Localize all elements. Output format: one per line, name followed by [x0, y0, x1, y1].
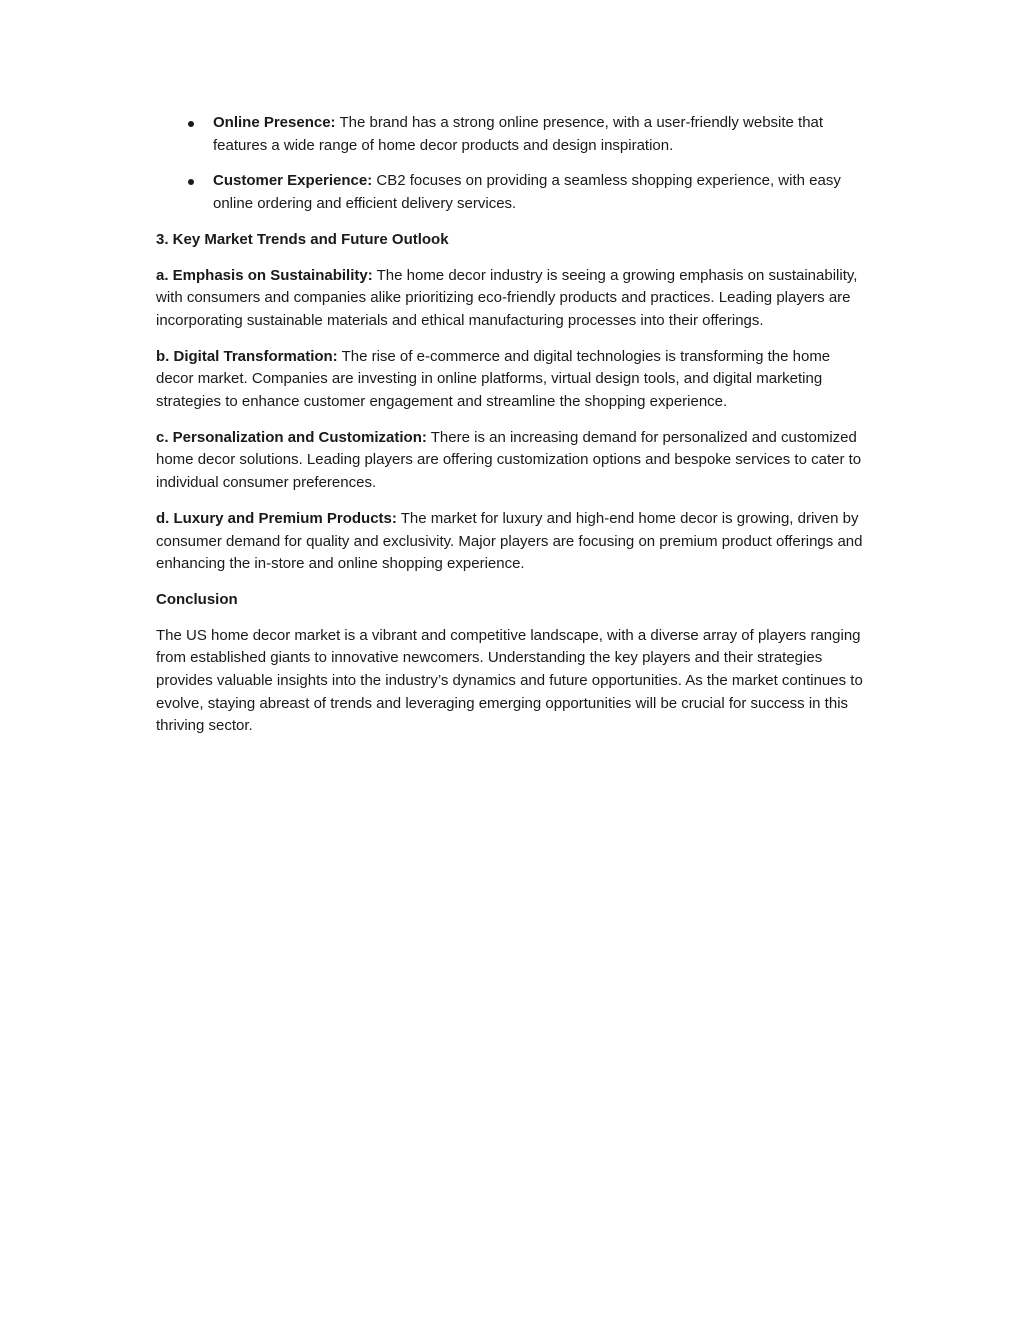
- bullet-text: CB2 focuses on providing a seamless shopping experience, with easy online ordering and efficient delivery services.: [213, 172, 841, 213]
- paragraph-label: c. Personalization and Customization:: [156, 428, 427, 446]
- bullet-customer-experience: [156, 170, 868, 215]
- bullet-text: The brand has a strong online presence, with a user-friendly website that features a wide range of home decor products and design inspiration.: [213, 114, 824, 154]
- bullet-label: Online Presence:: [213, 114, 336, 131]
- bullet-dot-icon: [188, 121, 194, 127]
- paragraph-personalization: [156, 427, 868, 495]
- paragraph-luxury: [156, 508, 868, 576]
- paragraph-text: The market for luxury and high-end home decor is growing, driven by consumer demand for quality and exclusivity. Major players are focusing on premium product offerings and enhancing the in-store and online shopping experience.: [156, 509, 863, 573]
- bullet-list: [156, 112, 868, 216]
- paragraph-label: a. Emphasis on Sustainability:: [156, 266, 373, 284]
- bullet-dot-icon: [188, 179, 194, 185]
- paragraph-sustainability: [156, 265, 868, 333]
- paragraph-text: The rise of e-commerce and digital technologies is transforming the home decor market. Companies are investing in online platforms, virtual design tools, and digital marketing strategies to enhance customer engagement and streamline the shopping experience.: [156, 347, 831, 411]
- paragraph-text: The home decor industry is seeing a growing emphasis on sustainability, with consumers and companies alike prioritizing eco-friendly products and practices. Leading players are incorporating sustainable materials and ethical manufacturing processes into their offerings.: [156, 266, 858, 329]
- paragraph-label: b. Digital Transformation:: [156, 347, 338, 365]
- paragraph-label: d. Luxury and Premium Products:: [156, 509, 397, 527]
- conclusion-paragraph: The US home decor market is a vibrant and competitive landscape, with a diverse array of players ranging from established giants to innovative newcomers. Understanding the key players and their strategies provides valuable insights into the industry’s dynamics and future opportunities. As the market continues to evolve, staying abreast of trends and leveraging emerging opportunities will be crucial for success in this thriving sector.: [156, 626, 863, 735]
- conclusion-heading: Conclusion: [156, 590, 238, 608]
- bullet-online-presence: [156, 112, 868, 157]
- paragraph-digital-transformation: [156, 346, 868, 414]
- section-heading: 3. Key Market Trends and Future Outlook: [156, 230, 449, 248]
- bullet-label: Customer Experience:: [213, 172, 373, 190]
- paragraph-text: There is an increasing demand for personalized and customized home decor solutions. Leading players are offering customization options and bespoke services to cater to individual consumer preferences.: [156, 428, 862, 492]
- document-page: [156, 112, 868, 751]
